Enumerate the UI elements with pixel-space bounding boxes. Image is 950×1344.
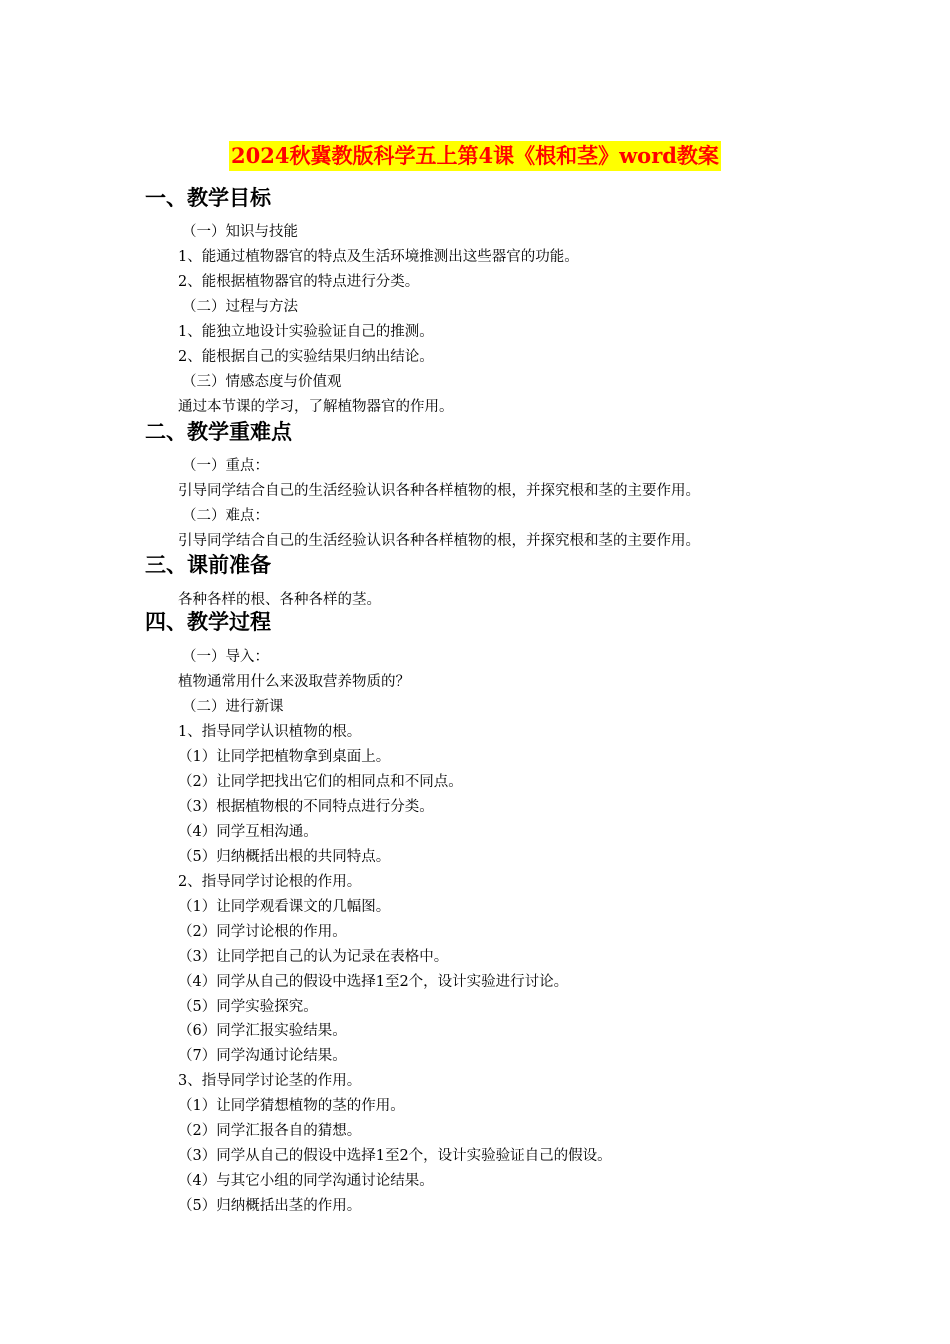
text-line: （4）与其它小组的同学沟通讨论结果。	[178, 1173, 434, 1189]
text-line: （1）让同学把植物拿到桌面上。	[178, 749, 391, 765]
text-line: （二）过程与方法	[182, 299, 298, 315]
section-heading-objectives: 一、教学目标	[145, 186, 271, 210]
title-container	[0, 141, 950, 171]
text-line: （2）同学讨论根的作用。	[178, 924, 347, 940]
text-line: （1）让同学猜想植物的茎的作用。	[178, 1098, 405, 1114]
text-line: 3、指导同学讨论茎的作用。	[178, 1073, 362, 1089]
text-line: （6）同学汇报实验结果。	[178, 1023, 347, 1039]
text-line: 引导同学结合自己的生活经验认识各种各样植物的根，并探究根和茎的主要作用。	[178, 533, 700, 549]
text-line: （二）进行新课	[182, 699, 284, 715]
text-line: 引导同学结合自己的生活经验认识各种各样植物的根，并探究根和茎的主要作用。	[178, 483, 700, 499]
text-line: 植物通常用什么来汲取营养物质的？	[178, 674, 410, 690]
text-line: （3）同学从自己的假设中选择1至2个，设计实验验证自己的假设。	[178, 1148, 612, 1164]
text-line: （一）重点：	[182, 458, 269, 474]
text-line: 2、能根据自己的实验结果归纳出结论。	[178, 349, 434, 365]
text-line: （1）让同学观看课文的几幅图。	[178, 899, 391, 915]
text-line: （一）知识与技能	[182, 224, 298, 240]
text-line: 各种各样的根、各种各样的茎。	[178, 592, 381, 608]
section-heading-key-points: 二、教学重难点	[145, 420, 292, 444]
text-line: （一）导入：	[182, 649, 269, 665]
text-line: （二）难点：	[182, 508, 269, 524]
text-line: （4）同学互相沟通。	[178, 824, 318, 840]
text-line: （3）根据植物根的不同特点进行分类。	[178, 799, 434, 815]
section-heading-preparation: 三、课前准备	[145, 553, 271, 577]
text-line: （三）情感态度与价值观	[182, 374, 342, 390]
text-line: （2）同学汇报各自的猜想。	[178, 1123, 362, 1139]
text-line: （7）同学沟通讨论结果。	[178, 1048, 347, 1064]
text-line: （3）让同学把自己的认为记录在表格中。	[178, 949, 449, 965]
text-line: （5）归纳概括出根的共同特点。	[178, 849, 391, 865]
text-line: 1、能通过植物器官的特点及生活环境推测出这些器官的功能。	[178, 249, 579, 265]
text-line: （5）同学实验探究。	[178, 999, 318, 1015]
text-line: （2）让同学把找出它们的相同点和不同点。	[178, 774, 463, 790]
text-line: （4）同学从自己的假设中选择1至2个，设计实验进行讨论。	[178, 974, 569, 990]
text-line: （5）归纳概括出茎的作用。	[178, 1198, 362, 1214]
text-line: 2、能根据植物器官的特点进行分类。	[178, 274, 420, 290]
text-line: 1、能独立地设计实验验证自己的推测。	[178, 324, 434, 340]
section-heading-process: 四、教学过程	[145, 610, 271, 634]
text-line: 通过本节课的学习，了解植物器官的作用。	[178, 399, 454, 415]
text-line: 2、指导同学讨论根的作用。	[178, 874, 362, 890]
text-line: 1、指导同学认识植物的根。	[178, 724, 362, 740]
document-title: 2024秋冀教版科学五上第4课《根和茎》word教案	[229, 141, 721, 171]
